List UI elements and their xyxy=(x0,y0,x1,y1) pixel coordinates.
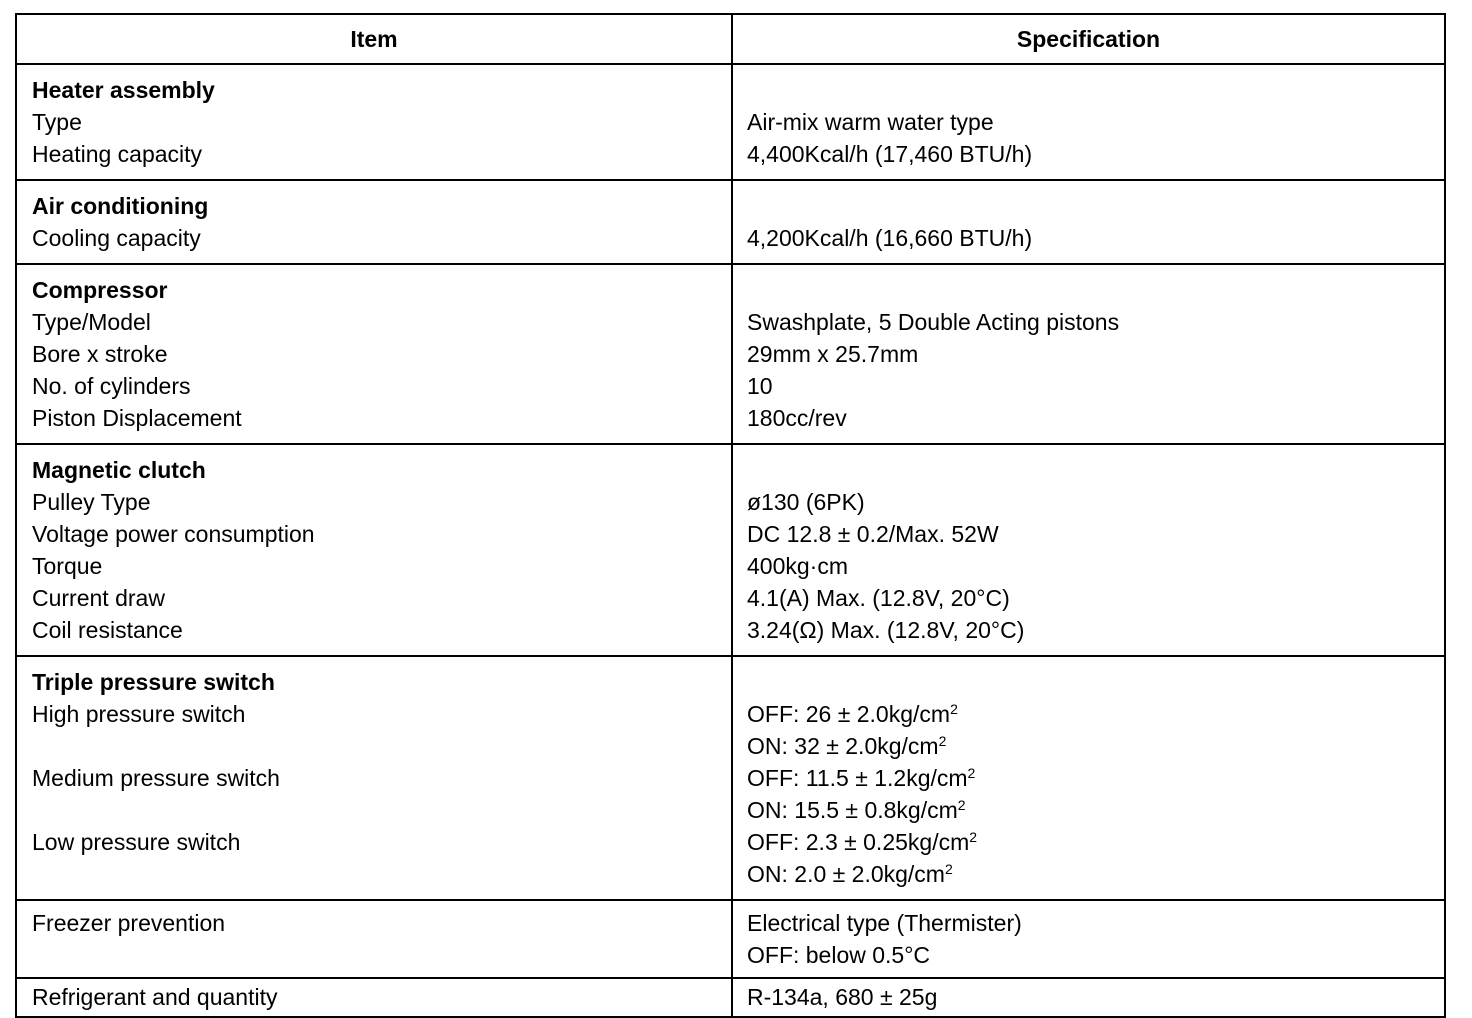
row-value: 10 xyxy=(747,373,773,399)
row-value: 4.1(A) Max. (12.8V, 20°C) xyxy=(747,585,1010,611)
row-value: Swashplate, 5 Double Acting pistons xyxy=(747,309,1120,335)
row-label: Low pressure switch xyxy=(32,829,241,855)
row-value: Air-mix warm water type xyxy=(747,109,994,135)
row-label: Cooling capacity xyxy=(32,225,201,251)
column-header-item: Item xyxy=(17,15,733,63)
table-header-row xyxy=(17,15,1444,63)
section-title-aircon: Air conditioning xyxy=(32,193,209,219)
table-row-triple-pressure-switch xyxy=(17,655,1444,899)
row-value: OFF: $11.5 \pm 1.2kg/cm^2$ xyxy=(747,765,976,791)
row-label: Pulley Type xyxy=(32,489,151,515)
row-label: Refrigerant and quantity xyxy=(32,984,278,1010)
column-header-specification: Specification xyxy=(1016,25,1161,52)
section-title-pressure: Triple pressure switch xyxy=(32,669,275,695)
row-value: 4,200Kcal/h (16,660 BTU/h) xyxy=(747,225,1033,251)
table-row-compressor xyxy=(17,263,1444,443)
row-label: Coil resistance xyxy=(32,617,183,643)
row-value: Electrical type (Thermister) xyxy=(747,910,1022,936)
section-title-heater: Heater assembly xyxy=(32,77,215,103)
row-label: Medium pressure switch xyxy=(32,765,280,791)
row-value: OFF: $26 \pm 2.0kg/cm^2$ xyxy=(747,701,958,727)
row-value: ON: $32 \pm 2.0kg/cm^2$ xyxy=(747,733,947,759)
section-title-clutch: Magnetic clutch xyxy=(32,457,206,483)
section-title-compressor: Compressor xyxy=(32,277,168,303)
row-value: 3.24(Ω) Max. (12.8V, 20°C) xyxy=(747,617,1025,643)
table-row-heater-assembly xyxy=(17,63,1444,179)
table-row-air-conditioning xyxy=(17,179,1444,263)
row-label: Type xyxy=(32,109,82,135)
row-label: Torque xyxy=(32,553,103,579)
table-row-refrigerant xyxy=(17,977,1444,1016)
row-value: ø130 (6PK) xyxy=(747,489,865,515)
row-label: Piston Displacement xyxy=(32,405,242,431)
row-value: OFF: $2.3 \pm 0.25kg/cm^2$ xyxy=(747,829,978,855)
row-label: Heating capacity xyxy=(32,141,203,167)
row-label: No. of cylinders xyxy=(32,373,191,399)
row-value: 4,400Kcal/h (17,460 BTU/h) xyxy=(747,141,1033,167)
row-label: Voltage power consumption xyxy=(32,521,315,547)
row-label: Type/Model xyxy=(32,309,151,335)
specification-table xyxy=(15,13,1446,1018)
row-label: Current draw xyxy=(32,585,165,611)
row-label: High pressure switch xyxy=(32,701,246,727)
row-label: Bore x stroke xyxy=(32,341,168,367)
row-label: Freezer prevention xyxy=(32,910,226,936)
row-value: ON: $2.0 \pm 2.0kg/cm^2$ xyxy=(747,861,953,887)
row-value: ON: $15.5 \pm 0.8kg/cm^2$ xyxy=(747,797,966,823)
row-value: 400kg·cm xyxy=(747,553,848,579)
row-value: OFF: below 0.5°C xyxy=(747,942,931,968)
row-value: DC 12.8 ± 0.2/Max. 52W xyxy=(747,521,999,547)
row-value: R-134a, 680 ± 25g xyxy=(747,984,938,1010)
table-row-freezer-prevention xyxy=(17,899,1444,977)
row-value: 29mm x 25.7mm xyxy=(747,341,919,367)
row-value: 180cc/rev xyxy=(747,405,847,431)
table-row-magnetic-clutch xyxy=(17,443,1444,655)
